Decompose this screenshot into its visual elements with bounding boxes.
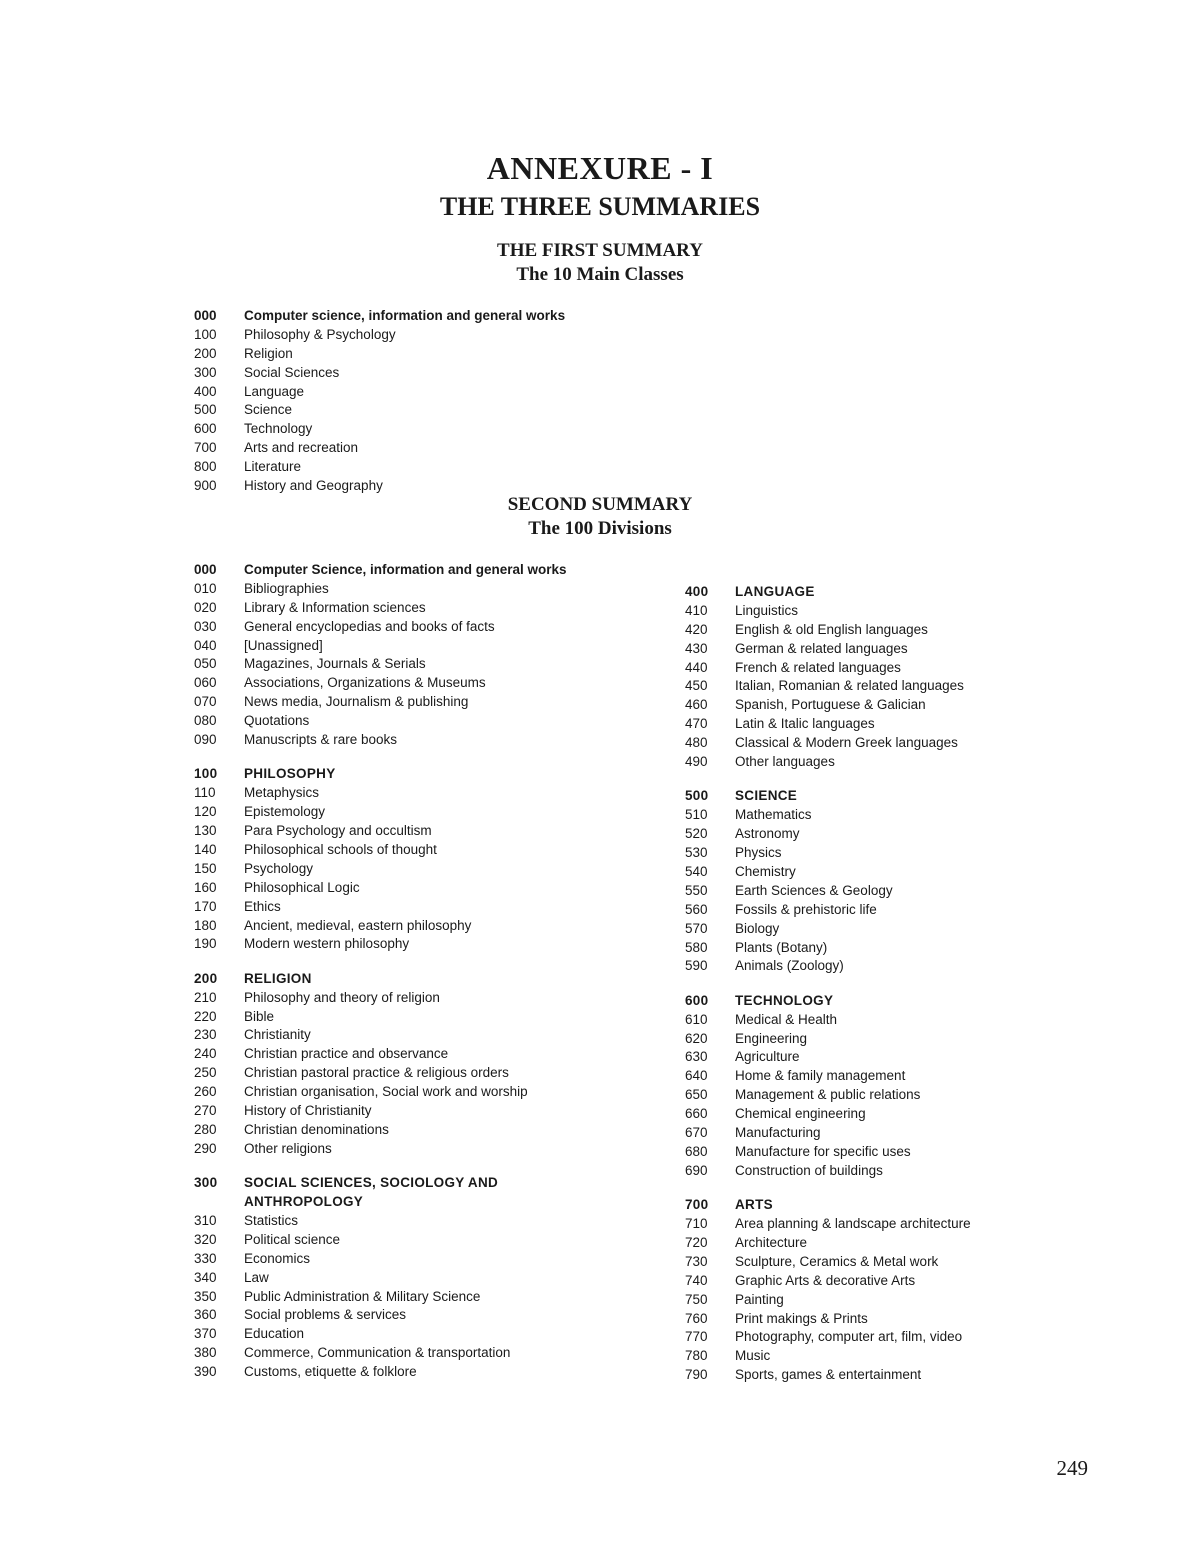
division-row xyxy=(194,1325,634,1344)
class-label: Plants (Botany) xyxy=(735,939,828,955)
division-row xyxy=(685,1347,1025,1366)
class-label: Metaphysics xyxy=(244,785,320,801)
class-code: 460 xyxy=(685,697,708,713)
class-code: 100 xyxy=(194,766,218,782)
division-row xyxy=(194,712,634,731)
class-code: 680 xyxy=(685,1143,708,1159)
first-summary-heading: THE FIRST SUMMARY xyxy=(497,240,703,261)
class-label: Philosophical schools of thought xyxy=(244,841,437,857)
class-label: Bibliographies xyxy=(244,580,329,596)
group-spacer xyxy=(194,954,634,970)
class-label: Magazines, Journals & Serials xyxy=(244,656,426,672)
class-label: Fossils & prehistoric life xyxy=(735,901,877,917)
division-row xyxy=(194,1140,634,1159)
division-row xyxy=(685,602,1025,621)
class-label: Spanish, Portuguese & Galician xyxy=(735,697,926,713)
class-label: Arts and recreation xyxy=(244,440,359,456)
class-code: 430 xyxy=(685,640,708,656)
division-row xyxy=(685,825,1025,844)
class-code: 500 xyxy=(194,402,217,418)
division-row xyxy=(685,1086,1025,1105)
division-row xyxy=(685,939,1025,958)
class-code: 610 xyxy=(685,1011,708,1027)
class-label: Other languages xyxy=(735,754,835,770)
division-group-heading-continued xyxy=(194,1193,634,1212)
division-row xyxy=(194,784,634,803)
class-code: 470 xyxy=(685,716,708,732)
division-row xyxy=(194,935,634,954)
class-label: LANGUAGE xyxy=(735,584,815,599)
division-row xyxy=(194,1121,634,1140)
class-code: 780 xyxy=(685,1348,708,1364)
class-label: Christian pastoral practice & religious orders xyxy=(244,1065,509,1081)
division-row xyxy=(685,1143,1025,1162)
class-label: Classical & Modern Greek languages xyxy=(735,735,958,751)
class-code: 040 xyxy=(194,637,217,653)
division-row xyxy=(685,844,1025,863)
class-code: 650 xyxy=(685,1087,708,1103)
class-code: 800 xyxy=(194,459,217,475)
class-label: Ancient, medieval, eastern philosophy xyxy=(244,917,472,933)
division-row xyxy=(685,863,1025,882)
class-code: 000 xyxy=(194,308,217,323)
class-code: 270 xyxy=(194,1103,217,1119)
division-row xyxy=(194,1306,634,1325)
class-label: Management & public relations xyxy=(735,1087,921,1103)
class-code: 320 xyxy=(194,1231,217,1247)
division-group-heading xyxy=(194,765,634,784)
main-class-row xyxy=(194,439,714,458)
class-code: 480 xyxy=(685,735,708,751)
class-label: Photography, computer art, film, video xyxy=(735,1329,963,1345)
division-group-heading xyxy=(194,1174,634,1193)
division-row xyxy=(194,1344,634,1363)
division-row xyxy=(685,1105,1025,1124)
class-code: 060 xyxy=(194,675,217,691)
class-label: Chemistry xyxy=(735,863,796,879)
class-label: Modern western philosophy xyxy=(244,936,410,952)
group-spacer xyxy=(685,772,1025,788)
class-code: 630 xyxy=(685,1049,708,1065)
class-label: Manufacturing xyxy=(735,1125,821,1141)
division-row xyxy=(194,693,634,712)
class-label: Computer Science, information and general works xyxy=(244,562,567,577)
annexure-title: ANNEXURE - I xyxy=(486,150,714,186)
class-code: 070 xyxy=(194,694,217,710)
class-label: History of Christianity xyxy=(244,1103,372,1119)
class-label: German & related languages xyxy=(735,640,908,656)
class-label: Commerce, Communication & transportation xyxy=(244,1345,511,1361)
class-label: Philosophical Logic xyxy=(244,879,360,895)
division-row xyxy=(685,1124,1025,1143)
division-row xyxy=(685,1234,1025,1253)
division-row xyxy=(194,917,634,936)
class-label: Epistemology xyxy=(244,804,326,820)
class-code: 000 xyxy=(194,562,217,577)
class-code: 310 xyxy=(194,1213,217,1228)
class-code: 030 xyxy=(194,618,217,634)
main-class-row xyxy=(194,326,714,345)
division-row xyxy=(194,989,634,1008)
class-code: 250 xyxy=(194,1065,217,1081)
division-row xyxy=(685,1215,1025,1234)
class-code: 580 xyxy=(685,939,708,955)
division-row xyxy=(685,1291,1025,1310)
division-row xyxy=(194,1231,634,1250)
division-row xyxy=(685,1272,1025,1291)
second-summary-left-column xyxy=(194,561,634,1382)
class-code: 360 xyxy=(194,1307,217,1323)
class-label: SCIENCE xyxy=(735,788,798,804)
class-code: 330 xyxy=(194,1250,217,1266)
class-code: 670 xyxy=(685,1125,708,1141)
division-row xyxy=(685,957,1025,976)
class-label: Computer science, information and general works xyxy=(244,308,566,323)
class-code: 110 xyxy=(194,785,216,801)
class-label: General encyclopedias and books of facts xyxy=(244,618,495,634)
class-label: Agriculture xyxy=(735,1049,800,1065)
division-row xyxy=(685,677,1025,696)
division-group-heading xyxy=(194,970,634,989)
class-label: Technology xyxy=(244,421,313,437)
class-code: 180 xyxy=(194,917,217,933)
class-label: Psychology xyxy=(244,860,314,876)
class-code: 450 xyxy=(685,678,708,694)
class-label: Social Sciences xyxy=(244,364,340,380)
division-row xyxy=(685,882,1025,901)
class-code: 260 xyxy=(194,1084,217,1100)
class-code: 090 xyxy=(194,732,217,748)
class-label: Physics xyxy=(735,845,782,861)
class-label: Christian organisation, Social work and worship xyxy=(244,1084,528,1100)
class-code: 490 xyxy=(685,754,708,770)
class-code: 160 xyxy=(194,879,217,895)
class-label: French & related languages xyxy=(735,659,901,675)
class-code: 690 xyxy=(685,1162,708,1178)
class-code: 080 xyxy=(194,713,217,729)
division-row xyxy=(685,1310,1025,1329)
class-code: 760 xyxy=(685,1310,708,1326)
division-row xyxy=(685,901,1025,920)
class-label: Statistics xyxy=(244,1213,299,1228)
class-label: Ethics xyxy=(244,898,281,914)
division-row xyxy=(685,734,1025,753)
division-row xyxy=(194,1288,634,1307)
class-label: Engineering xyxy=(735,1030,808,1046)
class-code: 560 xyxy=(685,901,708,917)
class-code: 570 xyxy=(685,920,708,936)
division-row xyxy=(194,822,634,841)
class-label: Earth Sciences & Geology xyxy=(735,882,893,898)
class-code: 350 xyxy=(194,1288,217,1304)
class-label: Philosophy & Psychology xyxy=(244,326,396,342)
class-label: Associations, Organizations & Museums xyxy=(244,675,486,691)
division-row xyxy=(194,860,634,879)
class-label: ARTS xyxy=(735,1197,773,1213)
class-label: ANTHROPOLOGY xyxy=(244,1194,364,1210)
division-group-heading xyxy=(685,787,1025,806)
class-label: Sports, games & entertainment xyxy=(735,1367,922,1383)
division-row xyxy=(194,655,634,674)
group-spacer xyxy=(194,1159,634,1175)
class-code: 790 xyxy=(685,1367,708,1383)
group-spacer xyxy=(194,750,634,766)
class-code: 130 xyxy=(194,823,217,839)
division-row xyxy=(685,1067,1025,1086)
class-label: Music xyxy=(735,1348,771,1364)
division-row xyxy=(685,1162,1025,1181)
class-code: 620 xyxy=(685,1030,708,1046)
class-label: Linguistics xyxy=(735,602,799,618)
division-row xyxy=(685,920,1025,939)
division-row xyxy=(194,1269,634,1288)
division-row xyxy=(685,659,1025,678)
class-label: Bible xyxy=(244,1008,275,1024)
class-code: 300 xyxy=(194,364,217,380)
division-row xyxy=(194,1083,634,1102)
class-code: 590 xyxy=(685,958,708,974)
class-label: Manufacture for specific uses xyxy=(735,1143,911,1159)
main-class-row xyxy=(194,307,714,326)
class-code: 200 xyxy=(194,345,217,361)
class-label: Graphic Arts & decorative Arts xyxy=(735,1272,916,1288)
class-code: 510 xyxy=(685,807,708,823)
class-code: 900 xyxy=(194,478,217,494)
class-code: 730 xyxy=(685,1253,708,1269)
group-spacer xyxy=(685,976,1025,992)
division-row xyxy=(194,1008,634,1027)
class-label: Manuscripts & rare books xyxy=(244,732,398,748)
second-summary-subheading: The 100 Divisions xyxy=(528,518,672,539)
division-row xyxy=(194,1026,634,1045)
division-row xyxy=(194,879,634,898)
division-row xyxy=(685,1048,1025,1067)
class-code: 420 xyxy=(685,621,708,637)
class-code: 700 xyxy=(194,440,217,456)
class-label: PHILOSOPHY xyxy=(244,766,336,782)
division-group-heading xyxy=(685,583,1025,602)
class-label: Architecture xyxy=(735,1235,808,1250)
class-label: Painting xyxy=(735,1291,784,1307)
class-label: Sculpture, Ceramics & Metal work xyxy=(735,1253,939,1269)
class-label: RELIGION xyxy=(244,970,312,986)
class-code: 600 xyxy=(685,992,709,1008)
division-row xyxy=(685,715,1025,734)
class-code: 290 xyxy=(194,1140,217,1156)
class-code: 440 xyxy=(685,659,708,675)
division-group-heading xyxy=(685,992,1025,1011)
main-class-row xyxy=(194,383,714,402)
class-code: 150 xyxy=(194,860,217,876)
class-label: History and Geography xyxy=(244,478,383,494)
division-row xyxy=(194,1045,634,1064)
class-label: Quotations xyxy=(244,713,310,729)
class-label: Astronomy xyxy=(735,826,800,842)
class-code: 010 xyxy=(194,580,217,596)
class-code: 230 xyxy=(194,1027,217,1043)
first-summary-list xyxy=(194,307,714,496)
class-label: Philosophy and theory of religion xyxy=(244,989,440,1005)
class-code: 500 xyxy=(685,788,709,804)
class-label: Religion xyxy=(244,345,293,361)
class-code: 210 xyxy=(194,989,217,1005)
class-label: Chemical engineering xyxy=(735,1106,866,1122)
class-label: Home & family management xyxy=(735,1068,906,1084)
class-code: 190 xyxy=(194,936,217,952)
class-code: 050 xyxy=(194,656,217,672)
class-code: 740 xyxy=(685,1272,708,1288)
second-summary-heading: SECOND SUMMARY xyxy=(507,494,693,515)
group-spacer xyxy=(685,1181,1025,1197)
class-label: Public Administration & Military Science xyxy=(244,1288,481,1304)
class-code: 710 xyxy=(685,1216,708,1232)
class-code: 240 xyxy=(194,1046,217,1062)
class-label: Print makings & Prints xyxy=(735,1310,868,1326)
division-row xyxy=(194,599,634,618)
class-code: 220 xyxy=(194,1008,217,1024)
class-code: 020 xyxy=(194,599,217,615)
class-label: Other religions xyxy=(244,1140,332,1156)
class-code: 300 xyxy=(194,1175,218,1191)
division-group-heading xyxy=(685,1196,1025,1215)
class-code: 550 xyxy=(685,882,708,898)
main-class-row xyxy=(194,458,714,477)
class-label: Italian, Romanian & related languages xyxy=(735,678,964,694)
division-row xyxy=(685,1328,1025,1347)
class-label: Library & Information sciences xyxy=(244,599,426,615)
division-row xyxy=(194,1064,634,1083)
division-group-heading xyxy=(194,561,634,580)
division-row xyxy=(685,640,1025,659)
division-row xyxy=(685,1030,1025,1049)
class-code: 600 xyxy=(194,421,217,437)
class-label: Medical & Health xyxy=(735,1011,838,1027)
division-row xyxy=(194,1250,634,1269)
class-label: Law xyxy=(244,1269,269,1285)
class-code: 660 xyxy=(685,1106,708,1122)
class-code: 400 xyxy=(685,584,709,599)
division-row xyxy=(194,841,634,860)
class-code: 200 xyxy=(194,970,218,986)
division-row xyxy=(194,674,634,693)
main-class-row xyxy=(194,401,714,420)
class-label: Para Psychology and occultism xyxy=(244,823,432,839)
first-summary-subheading: The 10 Main Classes xyxy=(516,264,684,285)
class-code: 720 xyxy=(685,1235,708,1250)
class-label: News media, Journalism & publishing xyxy=(244,694,469,710)
class-label: Economics xyxy=(244,1250,311,1266)
class-code: 750 xyxy=(685,1291,708,1307)
second-summary-right-column xyxy=(685,583,1025,1385)
class-label: TECHNOLOGY xyxy=(735,992,834,1008)
division-row xyxy=(685,1011,1025,1030)
class-code: 770 xyxy=(685,1329,708,1345)
class-code: 520 xyxy=(685,826,708,842)
class-code: 370 xyxy=(194,1326,217,1342)
class-label: Language xyxy=(244,383,305,399)
class-label: Construction of buildings xyxy=(735,1162,883,1178)
class-code: 410 xyxy=(685,602,708,618)
class-label: Mathematics xyxy=(735,807,812,823)
page-number: 249 xyxy=(1056,1456,1088,1480)
class-label: Biology xyxy=(735,920,780,936)
division-row xyxy=(194,1102,634,1121)
division-row xyxy=(194,1212,634,1231)
division-row xyxy=(685,806,1025,825)
class-label: Science xyxy=(244,402,293,418)
main-class-row xyxy=(194,420,714,439)
class-label: Education xyxy=(244,1326,305,1342)
main-class-row xyxy=(194,345,714,364)
class-label: Political science xyxy=(244,1231,341,1247)
main-class-row xyxy=(194,364,714,383)
division-row xyxy=(194,580,634,599)
class-label: Latin & Italic languages xyxy=(735,716,875,732)
class-code: 400 xyxy=(194,383,217,399)
class-code: 120 xyxy=(194,804,217,820)
class-code: 390 xyxy=(194,1364,217,1380)
division-row xyxy=(194,898,634,917)
division-row xyxy=(194,803,634,822)
class-code: 170 xyxy=(194,898,217,914)
division-row xyxy=(194,618,634,637)
division-row xyxy=(194,637,634,656)
division-row xyxy=(685,1366,1025,1385)
class-label: Christian practice and observance xyxy=(244,1046,449,1062)
class-code: 640 xyxy=(685,1068,708,1084)
class-code: 540 xyxy=(685,863,708,879)
class-label: Customs, etiquette & folklore xyxy=(244,1364,417,1380)
class-code: 340 xyxy=(194,1269,217,1285)
class-label: [Unassigned] xyxy=(244,637,323,653)
division-row xyxy=(194,731,634,750)
class-code: 380 xyxy=(194,1345,217,1361)
division-row xyxy=(194,1363,634,1382)
class-label: English & old English languages xyxy=(735,621,928,637)
class-code: 100 xyxy=(194,326,217,342)
class-label: Christianity xyxy=(244,1027,311,1043)
class-label: Christian denominations xyxy=(244,1121,389,1137)
class-label: Literature xyxy=(244,459,302,475)
division-row xyxy=(685,1253,1025,1272)
class-label: Social problems & services xyxy=(244,1307,407,1323)
class-code: 700 xyxy=(685,1197,709,1213)
page-subtitle: THE THREE SUMMARIES xyxy=(439,192,761,221)
class-label: SOCIAL SCIENCES, SOCIOLOGY AND xyxy=(244,1175,499,1191)
class-code: 280 xyxy=(194,1121,217,1137)
class-label: Area planning & landscape architecture xyxy=(735,1216,971,1232)
division-row xyxy=(685,753,1025,772)
class-code: 530 xyxy=(685,845,708,861)
class-code: 140 xyxy=(194,841,217,857)
division-row xyxy=(685,696,1025,715)
division-row xyxy=(685,621,1025,640)
class-label: Animals (Zoology) xyxy=(735,958,844,974)
